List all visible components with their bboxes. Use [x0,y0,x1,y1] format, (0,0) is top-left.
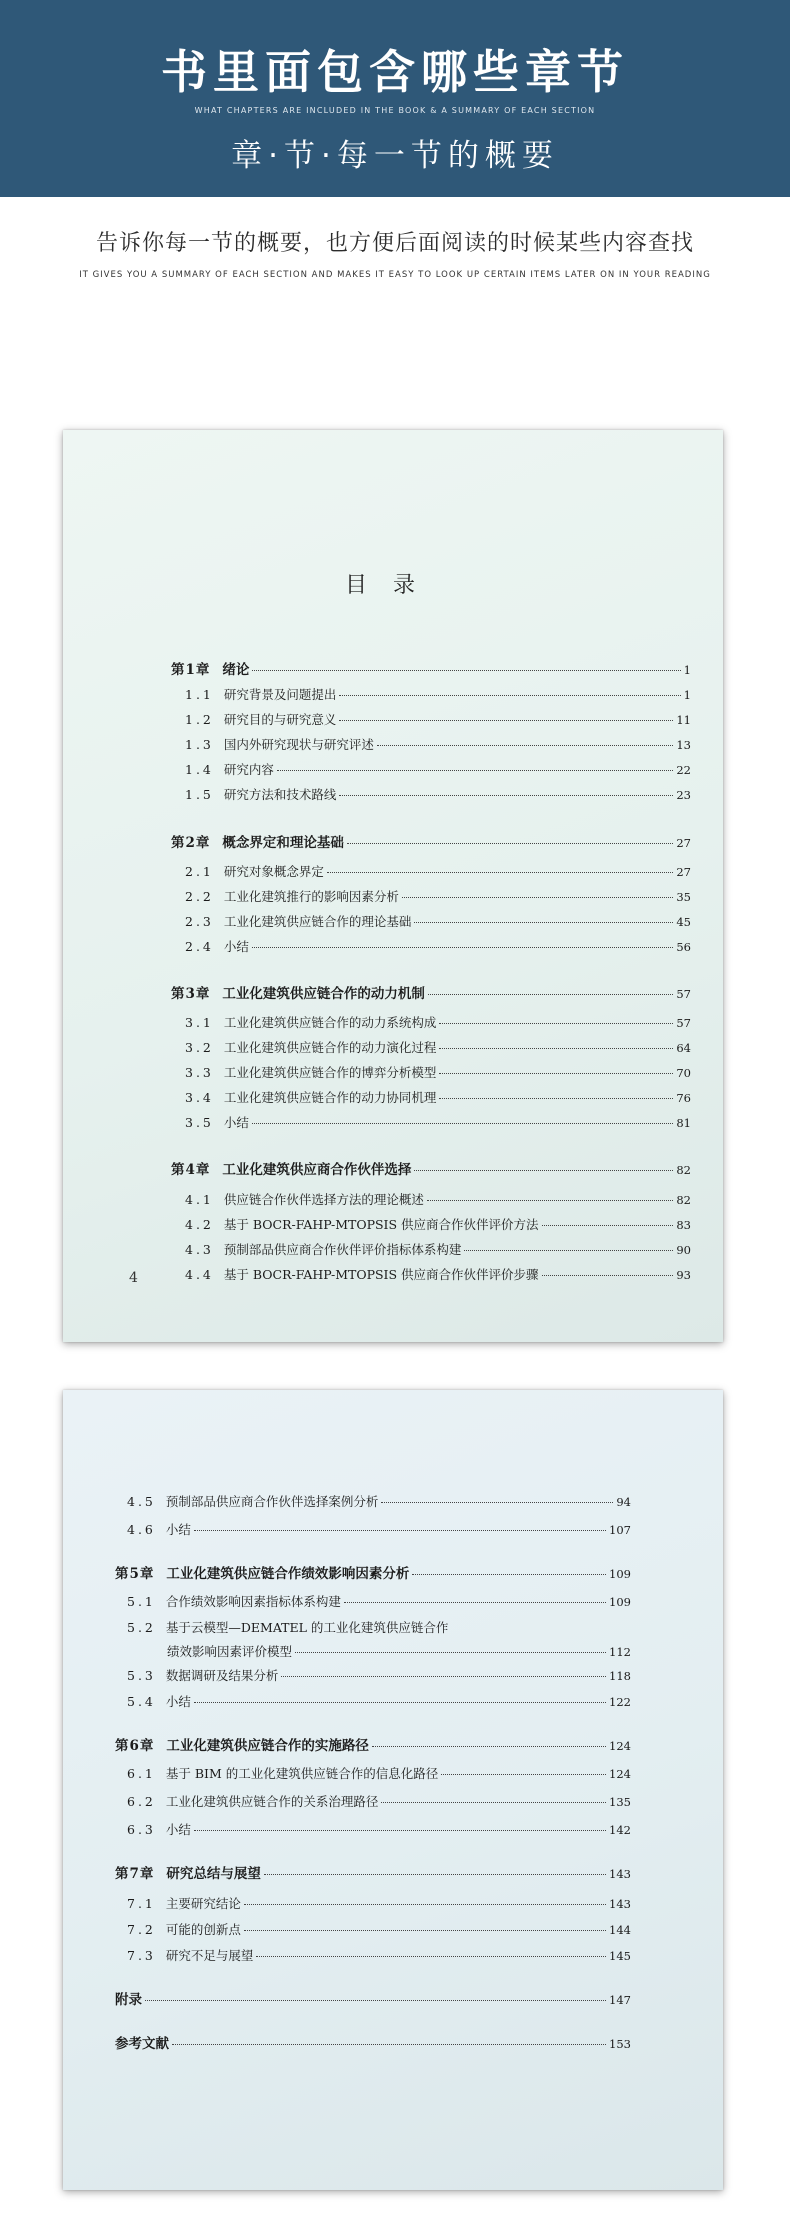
leader-dots [194,1830,606,1831]
leader-dots [252,947,673,948]
toc-section-entry [127,1692,631,1710]
toc-section-entry [185,785,691,803]
toc-entry-label: 基于 BOCR-FAHP-MTOPSIS 供应商合作伙伴评价步骤 [223,1267,539,1282]
leader-dots [381,1502,613,1503]
toc-section-entry [185,1063,691,1081]
leader-dots [194,1530,606,1531]
banner-title: 书里面包含哪些章节 [161,45,629,99]
toc-entry-label: 小结 [165,1522,191,1537]
toc-entry-number: 4.3 [185,1242,214,1257]
leader-dots [542,1225,674,1226]
toc-entry-label: 工业化建筑供应链合作的关系治理路径 [165,1794,379,1809]
leader-dots [281,1676,606,1677]
toc-section-entry [167,1642,631,1660]
toc-chapter-entry [171,831,691,851]
toc-entry-page: 142 [609,1823,631,1837]
toc-entry-label: 研究不足与展望 [165,1948,254,1963]
toc-entry-page: 82 [676,1193,691,1207]
toc-entry-number: 4.6 [127,1522,156,1537]
toc-section-entry [185,1038,691,1056]
toc-entry-page: 57 [676,987,691,1001]
toc-entry-label: 工业化建筑供应链合作的博弈分析模型 [223,1065,437,1080]
toc-entry-page: 118 [609,1669,631,1683]
leader-dots [439,1048,673,1049]
toc-entry-label: 研究目的与研究意义 [223,712,337,727]
leader-dots [295,1652,606,1653]
leader-dots [414,922,673,923]
toc-entry-number: 5.4 [127,1694,156,1709]
leader-dots [344,1602,606,1603]
intro-text-en: IT GIVES YOU A SUMMARY OF EACH SECTION AND MAKES IT EASY TO LOOK UP CERTAIN ITEMS LATER ON IN YOUR READING [79,270,711,280]
toc-entry-label: 工业化建筑供应商合作伙伴选择 [222,1162,412,1178]
toc-entry-number: 5.3 [127,1668,156,1683]
toc-entry-page: 90 [676,1243,691,1257]
toc-chapter-entry [171,982,691,1002]
leader-dots [428,994,673,995]
toc-entry-number: 1.1 [185,687,214,702]
leader-dots [277,770,673,771]
toc-entry-number: 3.1 [185,1015,214,1030]
toc-entry-number: 2.4 [185,939,214,954]
toc-entry-label: 概念界定和理论基础 [222,835,344,851]
banner-subtitle: WHAT CHAPTERS ARE INCLUDED IN THE BOOK & A SUMMARY OF EACH SECTION [194,106,596,115]
leader-dots [439,1023,673,1024]
toc-section-entry [185,760,691,778]
toc-entry-label: 可能的创新点 [165,1922,241,1937]
toc-entry-label: 小结 [165,1694,191,1709]
toc-entry-number: 第7章 [115,1866,155,1882]
toc-section-entry [127,1520,631,1538]
toc-title: 目录 [344,573,441,598]
toc-entry-number: 7.1 [127,1896,156,1911]
toc-entry-label: 基于 BIM 的工业化建筑供应链合作的信息化路径 [165,1766,439,1781]
toc-entry-label: 合作绩效影响因素指标体系构建 [165,1594,341,1609]
leader-dots [244,1904,606,1905]
toc-entry-label: 预制部品供应商合作伙伴评价指标体系构建 [223,1242,462,1257]
toc-entry-number: 3.4 [185,1090,214,1105]
toc-entry-page: 27 [676,836,691,850]
toc-section-entry [185,1265,691,1283]
leader-dots [194,1702,606,1703]
toc-entry-page: 153 [609,2037,631,2051]
intro-text-cn: 告诉你每一节的概要，也方便后面阅读的时候某些内容查找 [95,231,694,256]
toc-section-entry [185,685,691,703]
toc-section-entry [185,735,691,753]
toc-entry-number: 6.3 [127,1822,156,1837]
toc-section-entry [127,1820,631,1838]
toc-entry-number: 2.1 [185,864,214,879]
toc-section-entry [185,710,691,728]
toc-entry-page: 76 [676,1091,691,1105]
toc-entry-label: 研究方法和技术路线 [223,787,337,802]
toc-entry-label: 工业化建筑推行的影响因素分析 [223,889,399,904]
toc-entry-page: 27 [676,865,691,879]
toc-entry-page: 57 [676,1016,691,1030]
toc-entry-label: 工业化建筑供应链合作绩效影响因素分析 [166,1566,410,1582]
toc-entry-number: 2.2 [185,889,214,904]
toc-section-entry [127,1946,631,1964]
leader-dots [264,1874,606,1875]
leader-dots [464,1250,673,1251]
leader-dots [414,1170,673,1171]
toc-entry-page: 23 [676,788,691,802]
toc-entry-number: 第3章 [171,986,211,1002]
toc-entry-page: 35 [676,890,691,904]
toc-section-entry [185,1113,691,1131]
toc-entry-label: 主要研究结论 [165,1896,241,1911]
toc-entry-page: 81 [676,1116,691,1130]
leader-dots [542,1275,674,1276]
leader-dots [256,1956,606,1957]
leader-dots [244,1930,606,1931]
toc-section-entry [185,1013,691,1031]
toc-entry-page: 83 [676,1218,691,1232]
toc-entry-label: 供应链合作伙伴选择方法的理论概述 [223,1192,424,1207]
toc-entry-page: 45 [676,915,691,929]
toc-entry-page: 112 [609,1645,631,1659]
toc-entry [127,1618,448,1636]
toc-section-entry [185,912,691,930]
toc-entry-label: 附录 [115,1992,142,2008]
toc-entry-label: 小结 [165,1822,191,1837]
toc-entry-number: 3.2 [185,1040,214,1055]
toc-entry-label: 工业化建筑供应链合作的理论基础 [223,914,412,929]
toc-entry-page: 93 [676,1268,691,1282]
toc-entry-page: 124 [609,1739,631,1753]
toc-chapter-entry [115,1862,631,1882]
banner-tagline: 章·节·每一节的概要 [231,138,559,174]
toc-entry-label: 基于云模型—DEMATEL 的工业化建筑供应链合作 [165,1620,449,1635]
toc-entry-page: 143 [609,1867,631,1881]
toc-chapter-entry [115,1562,631,1582]
toc-entry-label: 研究背景及问题提出 [223,687,337,702]
toc-entry-number: 第2章 [171,835,211,851]
toc-entry-number: 1.5 [185,787,214,802]
toc-entry-page: 144 [609,1923,631,1937]
toc-entry-label: 工业化建筑供应链合作的实施路径 [166,1738,369,1754]
toc-entry-number: 7.3 [127,1948,156,1963]
toc-entry-label: 工业化建筑供应链合作的动力协同机理 [223,1090,437,1105]
toc-chapter-entry [115,1734,631,1754]
toc-entry-page: 70 [676,1066,691,1080]
toc-entry-page: 94 [616,1495,631,1509]
toc-entry-page: 109 [609,1567,631,1581]
toc-entry-label: 预制部品供应商合作伙伴选择案例分析 [165,1494,379,1509]
leader-dots [439,1098,673,1099]
toc-entry-page: 22 [676,763,691,777]
toc-entry-label: 工业化建筑供应链合作的动力机制 [222,986,425,1002]
toc-entry-label: 研究总结与展望 [166,1866,261,1882]
toc-entry-label: 小结 [223,939,249,954]
toc-entry-number: 3.3 [185,1065,214,1080]
toc-entry-label: 小结 [223,1115,249,1130]
toc-entry-page: 13 [676,738,691,752]
toc-entry-page: 147 [609,1993,631,2007]
toc-entry-number: 2.3 [185,914,214,929]
toc-entry-page: 145 [609,1949,631,1963]
toc-section-entry [127,1792,631,1810]
toc-entry-number: 1.4 [185,762,214,777]
toc-entry-page: 135 [609,1795,631,1809]
toc-entry-page: 56 [676,940,691,954]
leader-dots [412,1574,606,1575]
toc-chapter-entry [115,1988,631,2008]
toc-entry-label: 研究对象概念界定 [223,864,324,879]
toc-entry-number: 5.2 [127,1620,156,1635]
toc-entry-number: 第5章 [115,1566,155,1582]
toc-entry-number: 5.1 [127,1594,156,1609]
toc-entry-number: 7.2 [127,1922,156,1937]
toc-entry-number: 1.3 [185,737,214,752]
leader-dots [347,843,673,844]
toc-entry-number: 3.5 [185,1115,214,1130]
toc-section-entry [185,1088,691,1106]
toc-entry-label: 基于 BOCR-FAHP-MTOPSIS 供应商合作伙伴评价方法 [223,1217,539,1232]
toc-section-entry [127,1764,631,1782]
toc-entry-page: 64 [676,1041,691,1055]
toc-section-entry [127,1894,631,1912]
toc-page-2 [63,1390,723,2190]
page-number: 4 [129,1270,138,1286]
toc-entry-page: 107 [609,1523,631,1537]
toc-entry-number: 4.4 [185,1267,214,1282]
leader-dots [339,720,673,721]
toc-section-entry [127,1492,631,1510]
toc-entry-page: 122 [609,1695,631,1709]
toc-section-entry [127,1920,631,1938]
leader-dots [377,745,673,746]
leader-dots [252,670,680,671]
toc-page-1 [63,430,723,1342]
toc-entry-label: 国内外研究现状与研究评述 [223,737,374,752]
leader-dots [427,1200,673,1201]
toc-section-entry [185,1240,691,1258]
leader-dots [252,1123,673,1124]
toc-section-entry [185,862,691,880]
toc-entry-number: 4.5 [127,1494,156,1509]
toc-entry-page: 124 [609,1767,631,1781]
leader-dots [372,1746,606,1747]
toc-entry-page: 143 [609,1897,631,1911]
toc-chapter-entry [115,2032,631,2052]
leader-dots [172,2044,606,2045]
toc-entry-page: 1 [683,688,691,702]
toc-section-entry [127,1592,631,1610]
toc-section-entry [185,1215,691,1233]
toc-entry-label: 数据调研及结果分析 [165,1668,279,1683]
toc-entry-number: 第6章 [115,1738,155,1754]
toc-chapter-entry [171,658,691,678]
leader-dots [381,1802,606,1803]
toc-section-entry [185,1190,691,1208]
toc-section-entry [185,887,691,905]
toc-entry-number: 6.2 [127,1794,156,1809]
toc-section-entry [185,937,691,955]
toc-entry-page: 82 [676,1163,691,1177]
leader-dots [339,795,673,796]
toc-entry-label: 研究内容 [223,762,274,777]
toc-entry-label: 工业化建筑供应链合作的动力系统构成 [223,1015,437,1030]
toc-entry-label: 绪论 [222,662,250,678]
header-banner [0,0,790,197]
toc-entry-number: 6.1 [127,1766,156,1781]
leader-dots [327,872,673,873]
leader-dots [441,1774,606,1775]
leader-dots [339,695,680,696]
leader-dots [402,897,673,898]
toc-entry-number: 4.2 [185,1217,214,1232]
toc-section-entry [127,1666,631,1684]
toc-entry-page: 1 [683,663,691,677]
toc-entry-page: 109 [609,1595,631,1609]
toc-entry-label: 工业化建筑供应链合作的动力演化过程 [223,1040,437,1055]
toc-entry-number: 4.1 [185,1192,214,1207]
toc-chapter-entry [171,1158,691,1178]
toc-entry-label: 参考文献 [115,2036,169,2052]
leader-dots [145,2000,606,2001]
toc-entry-number: 1.2 [185,712,214,727]
toc-entry-number: 第1章 [171,662,211,678]
toc-entry-number: 第4章 [171,1162,211,1178]
toc-entry-label: 绩效影响因素评价模型 [167,1644,293,1659]
leader-dots [439,1073,673,1074]
toc-entry-page: 11 [676,713,691,727]
